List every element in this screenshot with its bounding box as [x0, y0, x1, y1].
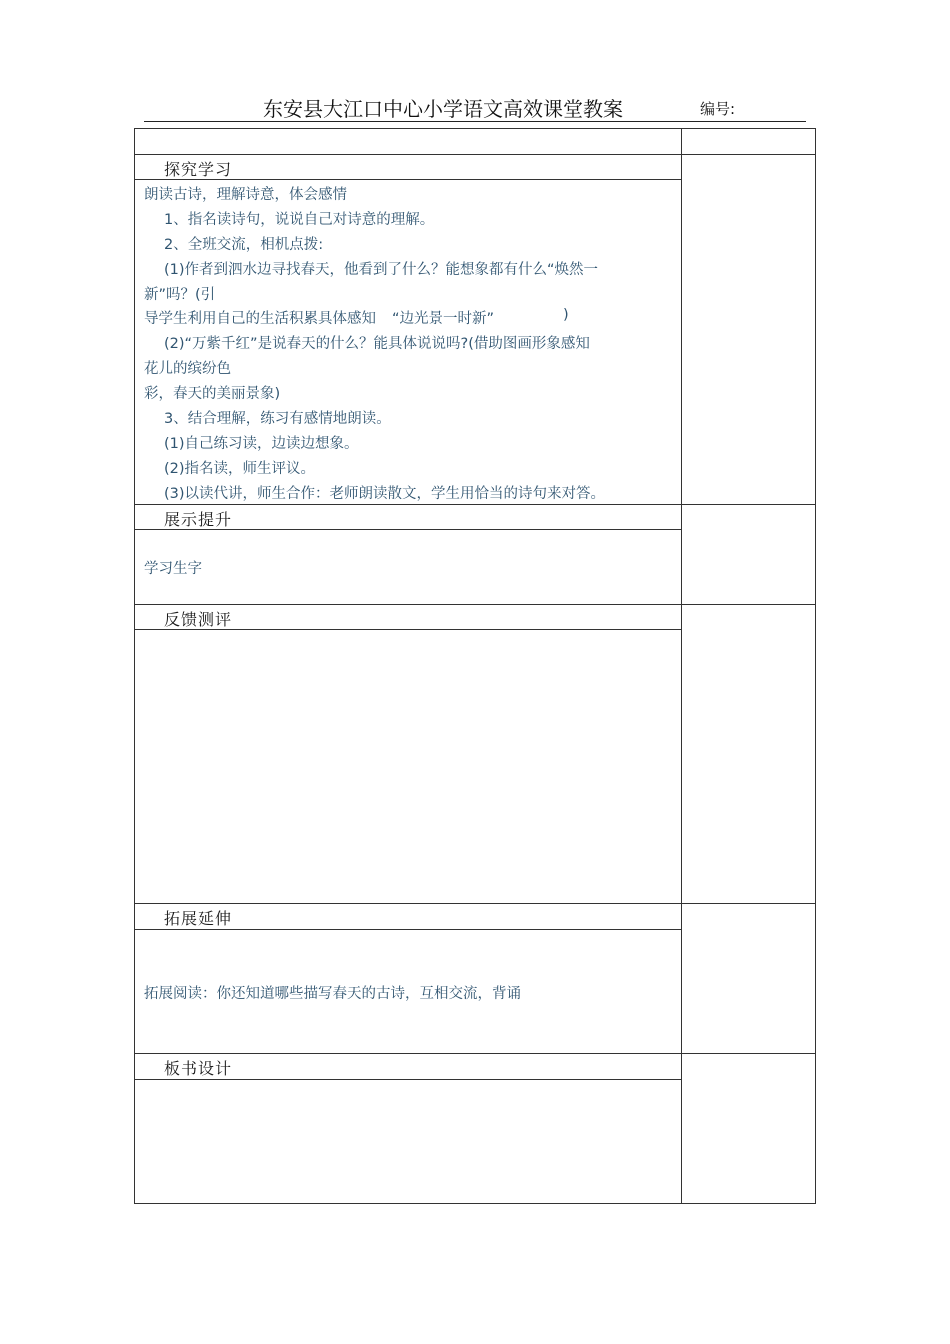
row-divider [134, 903, 816, 904]
explore-line: 导学生利用自己的生活积累具体感知 [144, 311, 376, 327]
explore-line: (2)“万紫千红”是说春天的什么？能具体说说吗?(借助图画形象感知 [164, 336, 590, 352]
show-content: 学习生字 [144, 561, 202, 577]
title-divider [134, 1079, 681, 1080]
title-divider [134, 929, 681, 930]
explore-line: 花儿的缤纷色 [144, 361, 231, 377]
explore-line: 3、结合理解，练习有感情地朗读。 [164, 411, 391, 427]
row-divider [134, 604, 816, 605]
explore-line: (1)作者到泗水边寻找春天，他看到了什么？能想象都有什么“焕然一 [164, 262, 599, 278]
explore-line: (1)自己练习读，边读边想象。 [164, 436, 359, 452]
explore-line: 新”吗？(引 [144, 287, 216, 303]
table-border-left [134, 128, 135, 1204]
table-border-right [815, 128, 816, 1204]
explore-line: ) [563, 307, 569, 323]
explore-line: 朗读古诗，理解诗意，体会感情 [144, 187, 347, 203]
table-border-bottom [134, 1203, 816, 1204]
row-divider [134, 1053, 816, 1054]
row-divider [134, 504, 816, 505]
number-label: 编号: [700, 100, 736, 118]
section-title-extend: 拓展延伸 [164, 909, 233, 928]
page-title: 东安县大江口中心小学语文高效课堂教案 [263, 97, 623, 121]
column-divider [681, 128, 682, 1204]
explore-line: (2)指名读，师生评议。 [164, 461, 316, 477]
explore-line: (3)以读代讲，师生合作：老师朗读散文，学生用恰当的诗句来对答。 [164, 486, 606, 502]
section-title-show: 展示提升 [164, 510, 233, 529]
table-border-top [134, 128, 816, 129]
explore-line: “边光景一时新” [392, 311, 495, 327]
explore-line: 2、全班交流，相机点拨: [164, 237, 324, 253]
section-title-feedback: 反馈测评 [164, 610, 233, 629]
extend-content: 拓展阅读：你还知道哪些描写春天的古诗，互相交流，背诵 [144, 986, 521, 1002]
row-divider [134, 154, 816, 155]
explore-line: 1、指名读诗句，说说自己对诗意的理解。 [164, 212, 435, 228]
section-title-board: 板书设计 [164, 1059, 233, 1078]
explore-line: 彩，春天的美丽景象) [144, 386, 281, 402]
section-title-explore: 探究学习 [164, 160, 233, 179]
